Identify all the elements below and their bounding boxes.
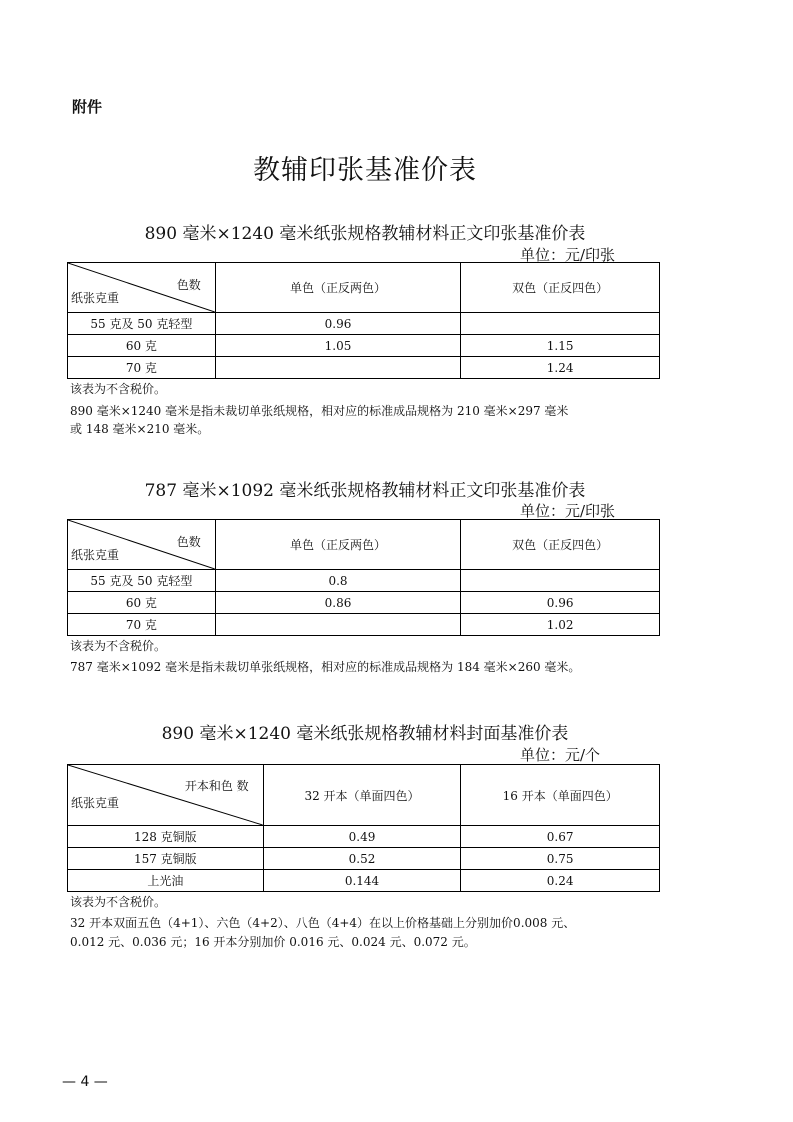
row-label: 60 克 [68,592,216,614]
row-label: 70 克 [68,614,216,636]
corner-cell [68,765,264,826]
table-cell [215,614,461,636]
table-cell: 0.96 [461,592,660,614]
corner-cell [68,263,216,313]
corner-top-label: 色数 [176,535,201,549]
table-cell: 0.86 [215,592,461,614]
table-cell [461,570,660,592]
table-1-note: 该表为不含税价。 [70,382,167,396]
corner-top-label: 色数 [176,278,201,292]
table-cell: 1.05 [215,335,461,357]
page-number: — 4 — [62,1074,108,1090]
row-label: 上光油 [68,870,264,892]
table-2-note: 787 毫米×1092 毫米是指未裁切单张纸规格，相对应的标准成品规格为 184 毫米×260 毫米。 [70,660,581,674]
table-cell: 0.96 [215,313,461,335]
table-row [68,335,660,357]
table-3 [67,764,660,892]
table-1-note: 或 148 毫米×210 毫米。 [70,422,210,436]
table-header-row [68,765,660,826]
corner-cell [68,520,216,570]
row-label: 60 克 [68,335,216,357]
table-cell: 1.15 [461,335,660,357]
table-cell [215,357,461,379]
table-cell: 0.75 [461,848,660,870]
table-row [68,313,660,335]
table-2-note: 该表为不含税价。 [70,639,167,653]
table-1-title: 890 毫米×1240 毫米纸张规格教辅材料正文印张基准价表 [144,224,586,244]
table-row [68,848,660,870]
row-label: 157 克铜版 [68,848,264,870]
table-cell: 0.144 [263,870,461,892]
table-3-title: 890 毫米×1240 毫米纸张规格教辅材料封面基准价表 [161,724,569,744]
table-3-unit: 单位：元/个 [520,746,601,764]
column-header: 32 开本（单面四色） [263,765,461,826]
column-header: 单色（正反两色） [215,263,461,313]
table-row [68,870,660,892]
table-1-note: 890 毫米×1240 毫米是指未裁切单张纸规格，相对应的标准成品规格为 210 毫米×297 毫米 [70,404,569,418]
row-label: 128 克铜版 [68,826,264,848]
corner-bottom-label: 纸张克重 [71,291,120,305]
column-header: 双色（正反四色） [461,263,660,313]
page-title: 教辅印张基准价表 [253,155,477,186]
row-label: 70 克 [68,357,216,379]
column-header: 16 开本（单面四色） [461,765,660,826]
table-row [68,826,660,848]
table-1 [67,262,660,379]
table-cell: 0.67 [461,826,660,848]
corner-top-label: 开本和色 数 [184,779,249,793]
table-3-note: 该表为不含税价。 [70,895,167,909]
column-header: 双色（正反四色） [461,520,660,570]
table-row [68,592,660,614]
table-2 [67,519,660,636]
table-header-row [68,263,660,313]
column-header: 单色（正反两色） [215,520,461,570]
table-header-row [68,520,660,570]
table-cell: 0.49 [263,826,461,848]
table-row [68,570,660,592]
table-row [68,614,660,636]
attachment-label: 附件 [72,98,103,116]
table-cell: 1.24 [461,357,660,379]
table-3-note: 32 开本双面五色（4+1）、六色（4+2）、八色（4+4）在以上价格基础上分别加价0.008 元、 [70,916,576,930]
row-label: 55 克及 50 克轻型 [68,570,216,592]
table-3-note: 0.012 元、0.036 元；16 开本分别加价 0.016 元、0.024 元、0.072 元。 [70,935,476,949]
table-cell [461,313,660,335]
table-row [68,357,660,379]
row-label: 55 克及 50 克轻型 [68,313,216,335]
table-cell: 0.8 [215,570,461,592]
table-2-title: 787 毫米×1092 毫米纸张规格教辅材料正文印张基准价表 [144,481,586,501]
table-2-unit: 单位：元/印张 [520,502,616,520]
corner-bottom-label: 纸张克重 [71,796,120,810]
table-cell: 0.52 [263,848,461,870]
corner-bottom-label: 纸张克重 [71,548,120,562]
table-1-unit: 单位：元/印张 [520,246,616,264]
table-cell: 0.24 [461,870,660,892]
table-cell: 1.02 [461,614,660,636]
